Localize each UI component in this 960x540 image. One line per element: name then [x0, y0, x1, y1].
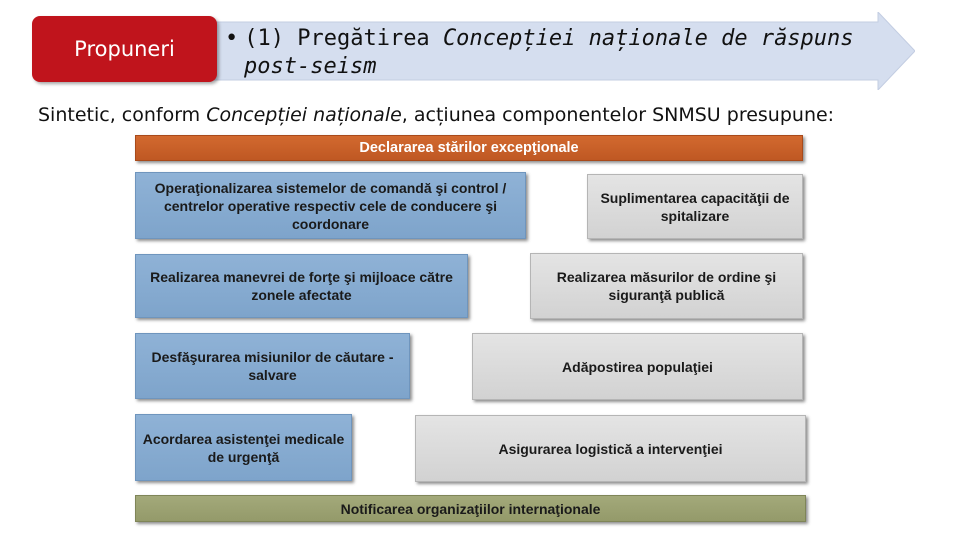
intro-before: Sintetic, conform	[38, 104, 207, 126]
intro-after: , acțiunea componentelor SNMSU presupune:	[401, 104, 835, 126]
top-bar-label: Declararea stărilor excepţionale	[359, 140, 579, 156]
left-box-4-label: Acordarea asistenţei medicale de urgenţă	[142, 430, 345, 465]
left-box-4	[135, 414, 352, 481]
bottom-bar-label: Notificarea organizaţiilor internaţionale	[340, 500, 601, 517]
right-box-1-label: Suplimentarea capacităţii de spitalizare	[600, 189, 790, 224]
right-box-4-label: Asigurarea logistică a intervenţiei	[498, 440, 723, 457]
left-box-1-label: Operaţionalizarea sistemelor de comandă şi control / centrelor operative respectiv cele de conducere şi coordonare	[154, 179, 507, 232]
top-bar	[135, 135, 803, 161]
left-box-1	[135, 172, 526, 239]
proposals-tag-label: Propuneri	[74, 37, 175, 61]
left-box-2	[135, 254, 468, 318]
right-box-3	[472, 333, 803, 400]
intro-italic: Concepției naționale	[206, 104, 402, 126]
left-box-3-label: Desfăşurarea misiunilor de căutare - salvare	[151, 349, 394, 383]
headline-italic-1: Concepției naționale de răspuns	[442, 26, 854, 51]
headline	[225, 25, 865, 81]
left-box-3	[135, 333, 410, 399]
headline-italic-2: post-seism	[244, 54, 377, 79]
bottom-bar	[135, 495, 806, 522]
right-box-2-label: Realizarea măsurilor de ordine şi siguranţă publică	[556, 269, 777, 303]
right-box-1	[587, 174, 803, 239]
intro-text	[38, 104, 938, 126]
proposals-tag	[32, 16, 217, 82]
left-box-2-label: Realizarea manevrei de forţe şi mijloace către zonele afectate	[150, 269, 453, 303]
right-box-2	[530, 253, 803, 319]
right-box-3-label: Adăpostirea populaţiei	[562, 358, 713, 375]
bullet-icon: •	[225, 26, 239, 51]
headline-prefix: (1) Pregătirea	[244, 26, 443, 51]
right-box-4	[415, 415, 806, 482]
